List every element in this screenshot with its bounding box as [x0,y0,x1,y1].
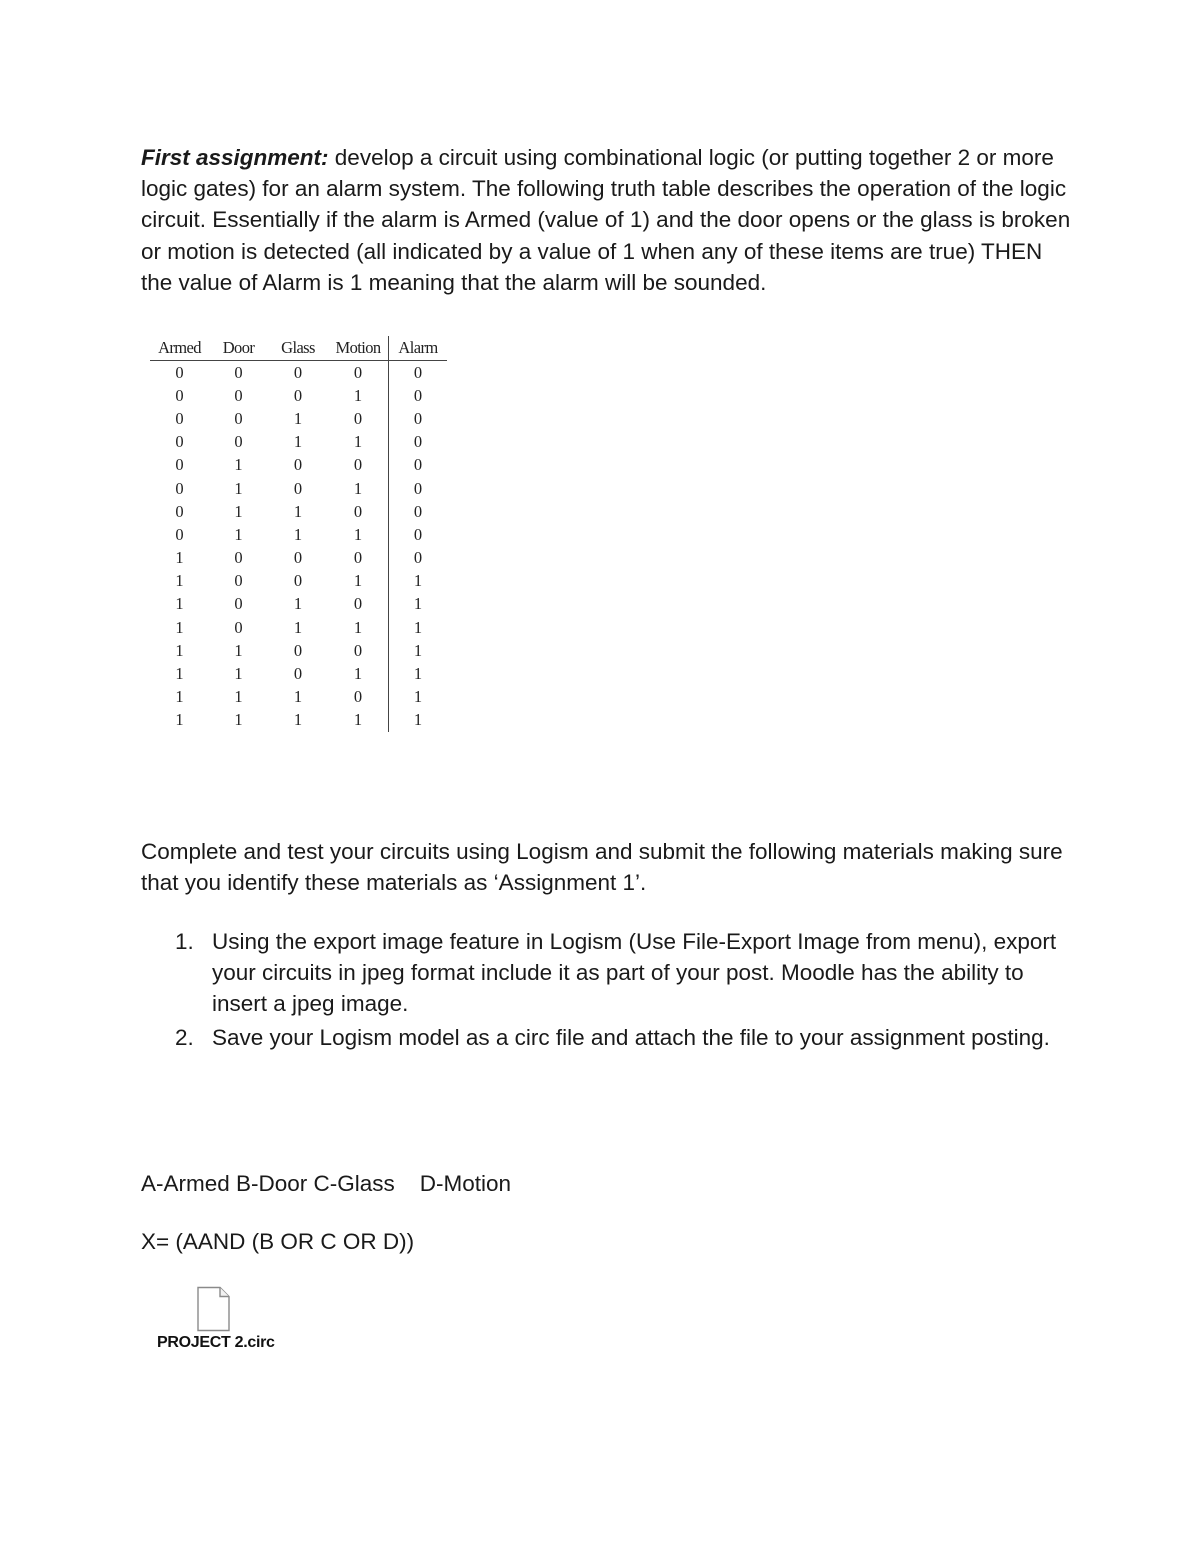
table-row [150,662,447,685]
header-armed: Armed [150,336,209,361]
step-number: 1. [175,929,194,954]
cell-motion: 0 [353,455,363,475]
cell-glass: 1 [293,617,303,637]
file-attachment[interactable] [155,1284,295,1364]
cell-alarm: 0 [389,500,448,523]
cell-alarm: 1 [389,593,448,616]
truth-table [150,336,447,732]
cell-motion: 0 [353,362,363,382]
cell-door: 1 [234,501,243,521]
table-row [150,570,447,593]
cell-motion: 1 [353,617,363,637]
cell-glass: 0 [293,571,303,591]
boolean-formula: X= (AAND (B OR C OR D)) [141,1229,415,1254]
cell-motion: 1 [353,432,363,452]
cell-alarm: 0 [389,477,448,500]
table-row [150,407,447,430]
cell-alarm: 0 [389,384,448,407]
step-text: Using the export image feature in Logism (Use File-Export Image from menu), export your circuits in jpeg format include it as part of your post. Moodle has the ability to insert a jpeg image. [212,929,1057,1017]
header-alarm: Alarm [389,336,448,361]
table-row [150,384,447,407]
cell-door: 1 [234,664,243,684]
variable-definitions: A-Armed B-Door C-Glass D-Motion [141,1171,512,1196]
truth-table-body [150,361,447,733]
cell-armed: 1 [175,664,184,684]
steps-list [141,926,1071,1055]
cell-alarm: 1 [389,616,448,639]
cell-armed: 0 [175,524,184,544]
cell-armed: 0 [175,501,184,521]
cell-door: 0 [234,432,243,452]
cell-armed: 1 [175,548,184,568]
header-glass: Glass [268,336,328,361]
cell-door: 0 [234,594,243,614]
cell-armed: 1 [175,594,184,614]
cell-alarm: 0 [389,431,448,454]
cell-armed: 1 [175,640,184,660]
table-row [150,361,447,385]
table-row [150,431,447,454]
list-item [141,1022,1071,1053]
header-door: Door [209,336,268,361]
cell-door: 1 [234,455,243,475]
cell-glass: 1 [293,432,303,452]
cell-glass: 0 [293,362,303,382]
cell-armed: 1 [175,710,184,730]
cell-armed: 0 [175,408,184,428]
cell-glass: 1 [293,408,303,428]
cell-glass: 0 [293,664,303,684]
cell-glass: 0 [293,385,303,405]
cell-alarm: 0 [389,407,448,430]
table-row [150,500,447,523]
cell-motion: 1 [353,571,363,591]
cell-door: 0 [234,548,243,568]
cell-alarm: 0 [389,454,448,477]
cell-motion: 0 [353,501,363,521]
submission-instructions: Complete and test your circuits using Logism and submit the following materials making sure that you identify these materials as ‘Assignment 1’. [141,839,1063,896]
cell-armed: 0 [175,385,184,405]
cell-alarm: 0 [389,523,448,546]
cell-door: 0 [234,571,243,591]
cell-glass: 0 [293,478,303,498]
cell-door: 1 [234,524,243,544]
cell-motion: 0 [353,640,363,660]
cell-motion: 1 [353,664,363,684]
cell-armed: 1 [175,571,184,591]
cell-armed: 1 [175,617,184,637]
table-row [150,547,447,570]
cell-alarm: 1 [389,570,448,593]
cell-door: 1 [234,640,243,660]
attachment-filename: PROJECT 2.circ [157,1334,275,1351]
cell-armed: 0 [175,455,184,475]
cell-alarm: 0 [389,361,448,385]
cell-alarm: 1 [389,686,448,709]
cell-armed: 1 [175,687,184,707]
cell-glass: 1 [293,710,303,730]
table-row [150,477,447,500]
cell-glass: 1 [293,594,303,614]
step-text: Save your Logism model as a circ file and attach the file to your assignment posting. [212,1024,1050,1050]
cell-glass: 0 [293,455,303,475]
file-icon [195,1286,231,1332]
cell-motion: 1 [353,710,363,730]
cell-armed: 0 [175,432,184,452]
cell-door: 1 [234,687,243,707]
table-row [150,616,447,639]
cell-motion: 0 [353,408,363,428]
cell-motion: 1 [353,385,363,405]
cell-door: 0 [234,617,243,637]
cell-glass: 1 [293,524,303,544]
truth-table-header-row [150,336,447,361]
cell-motion: 0 [353,687,363,707]
table-row [150,639,447,662]
cell-door: 1 [234,478,243,498]
cell-alarm: 1 [389,639,448,662]
cell-door: 1 [234,710,243,730]
cell-glass: 1 [293,687,303,707]
assignment-lead: First assignment: [141,145,329,170]
assignment-description: develop a circuit using combinational logic (or putting together 2 or more logic gates) for an alarm system. The following truth table describes the operation of the logic circuit. Essentially if the alarm is Armed (value of 1) and the door opens or the glass is broken or motion is detected (all indicated by a value of 1 when any of these items are true) THEN the value of Alarm is 1 meaning that the alarm will be sounded. [141,145,1071,295]
list-item [141,926,1071,1020]
cell-alarm: 1 [389,662,448,685]
cell-door: 0 [234,408,243,428]
cell-door: 0 [234,385,243,405]
cell-motion: 1 [353,524,363,544]
cell-armed: 0 [175,362,184,382]
cell-glass: 1 [293,501,303,521]
table-row [150,709,447,732]
table-row [150,454,447,477]
cell-door: 0 [234,362,243,382]
cell-alarm: 0 [389,547,448,570]
table-row [150,686,447,709]
cell-motion: 0 [353,548,363,568]
cell-alarm: 1 [389,709,448,732]
table-row [150,593,447,616]
cell-armed: 0 [175,478,184,498]
cell-glass: 0 [293,640,303,660]
table-row [150,523,447,546]
cell-motion: 0 [353,594,363,614]
header-motion: Motion [328,336,389,361]
cell-motion: 1 [353,478,363,498]
step-number: 2. [175,1024,194,1050]
cell-glass: 0 [293,548,303,568]
assignment-intro [141,142,1071,298]
